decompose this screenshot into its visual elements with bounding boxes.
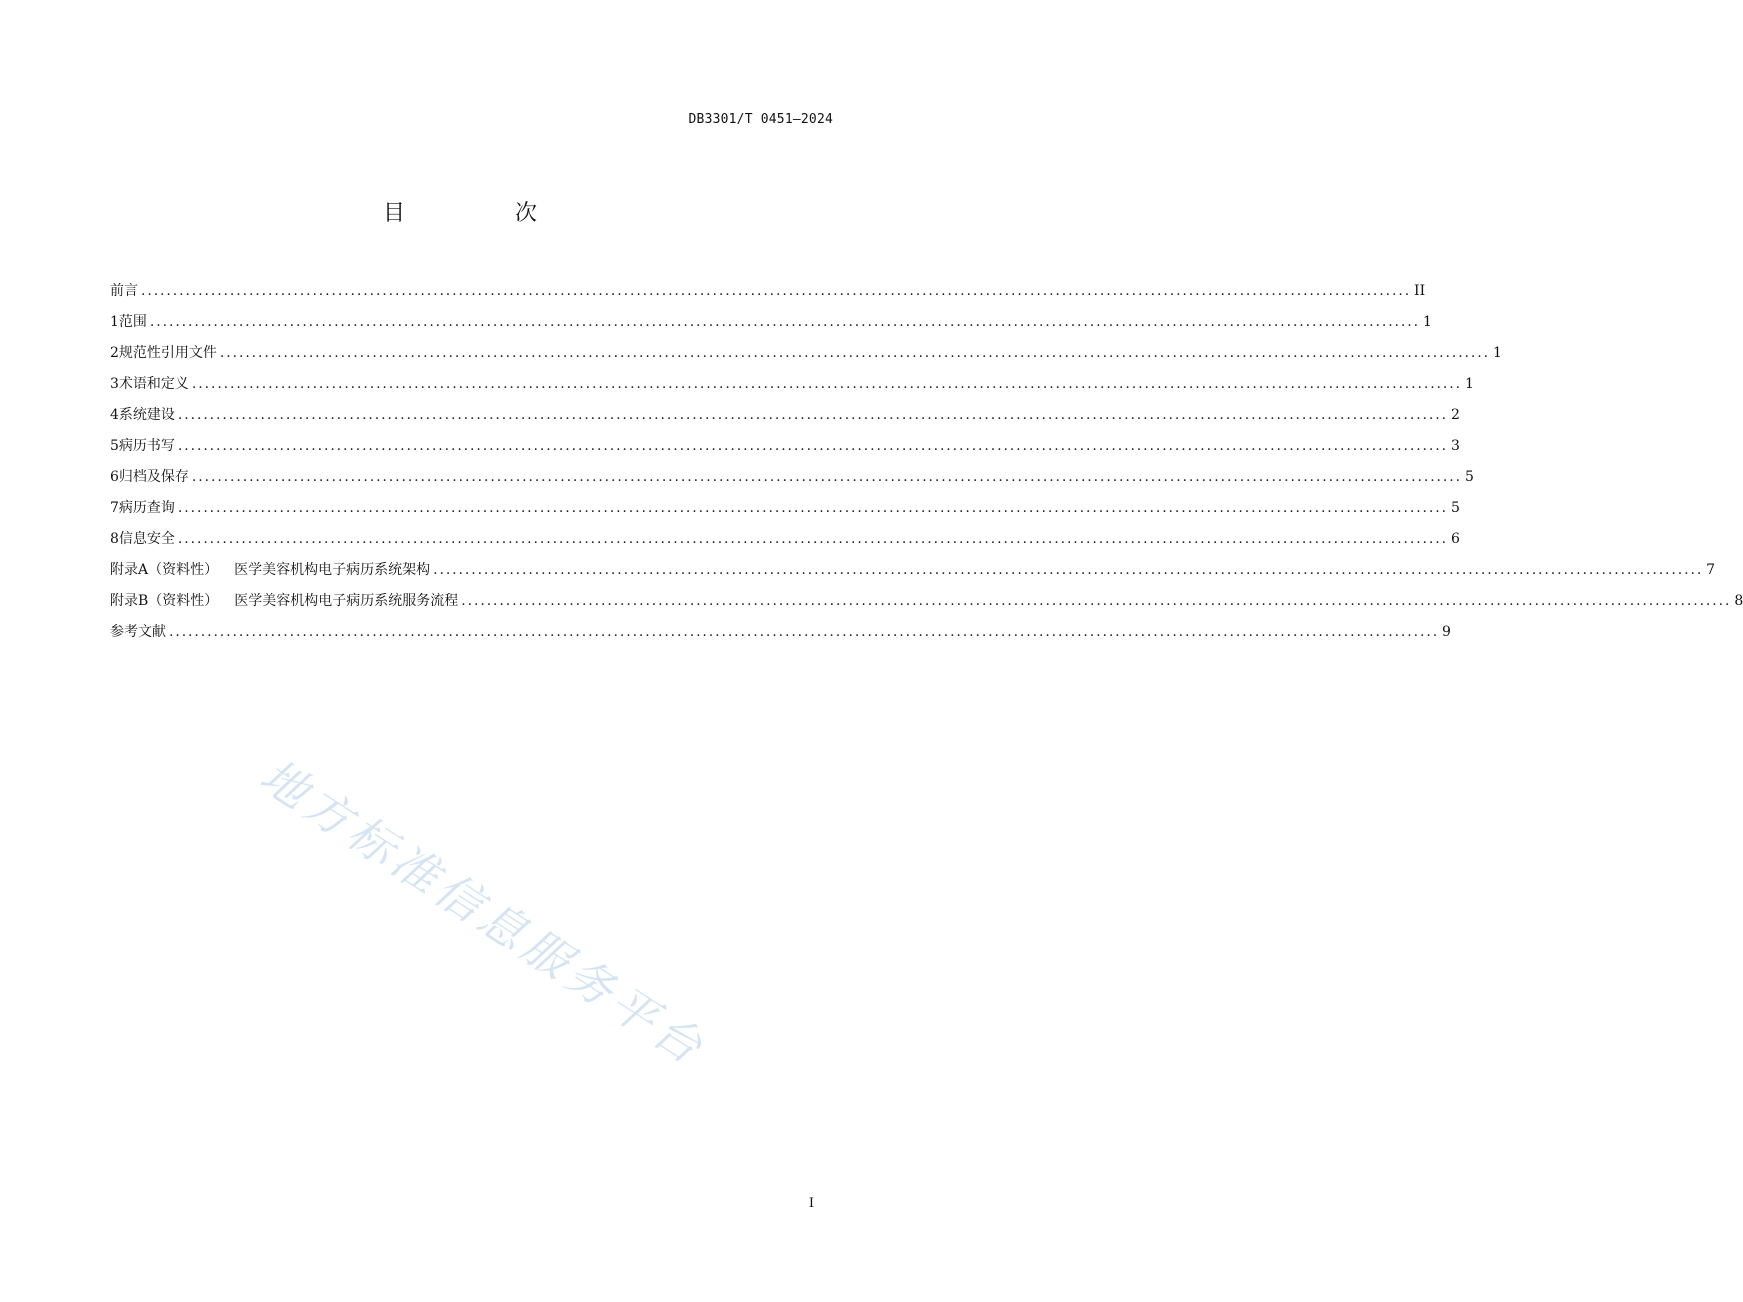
- toc-dot-leader: ........................................................................................................................................................................................................: [177, 500, 1448, 516]
- toc-dot-leader: ........................................................................................................................................................................................................: [177, 531, 1448, 547]
- toc-section-number: 8: [110, 531, 119, 547]
- toc-entry-label: 规范性引用文件: [118, 345, 217, 361]
- appendix-designation: 附录B（资料性）: [110, 593, 219, 609]
- toc-section-number: 2: [110, 345, 119, 361]
- toc-entry-foreword[interactable]: [110, 280, 1426, 311]
- toc-section-number: 3: [110, 376, 119, 392]
- toc-page-number: 8: [1734, 593, 1743, 609]
- appendix-title: 医学美容机构电子病历系统服务流程: [234, 593, 459, 609]
- toc-page-number: 6: [1450, 531, 1460, 547]
- toc-entry-label: [110, 559, 430, 581]
- toc-dot-leader: ........................................................................................................................................................................................................: [141, 283, 1412, 299]
- document-code: DB3301/T 0451—2024: [688, 112, 833, 127]
- toc-page-number: 5: [1464, 469, 1474, 485]
- toc-page-number: 9: [1442, 624, 1451, 640]
- toc-page-number: II: [1414, 283, 1426, 299]
- toc-entry-label: 系统建设: [118, 407, 175, 423]
- toc-page-number: 2: [1450, 407, 1460, 423]
- table-of-contents: [110, 280, 1743, 652]
- toc-entry-archiving-storage[interactable]: [110, 466, 1474, 497]
- toc-entry-terms-definitions[interactable]: [110, 373, 1474, 404]
- toc-entry-scope[interactable]: [110, 311, 1432, 342]
- toc-entry-record-writing[interactable]: [110, 435, 1460, 466]
- toc-entry-label: [110, 590, 458, 612]
- toc-dot-leader: ........................................................................................................................................................................................................: [177, 438, 1448, 454]
- toc-entry-appendix-b[interactable]: [110, 590, 1743, 621]
- toc-page-number: 1: [1492, 345, 1502, 361]
- toc-entry-label: 归档及保存: [118, 469, 189, 485]
- toc-entry-label: 病历查询: [118, 500, 175, 516]
- toc-page-number: 1: [1464, 376, 1474, 392]
- toc-entry-normative-references[interactable]: [110, 342, 1502, 373]
- appendix-title: 医学美容机构电子病历系统架构: [234, 562, 431, 578]
- toc-page-number: 1: [1422, 314, 1432, 330]
- toc-page-number: 3: [1450, 438, 1460, 454]
- page-title: 目 次: [382, 201, 581, 226]
- appendix-designation: 附录A（资料性）: [110, 562, 219, 578]
- toc-dot-leader: ........................................................................................................................................................................................................: [191, 376, 1462, 392]
- toc-entry-label: 前言: [110, 283, 138, 299]
- toc-dot-leader: ........................................................................................................................................................................................................: [149, 314, 1420, 330]
- toc-dot-leader: ........................................................................................................................................................................................................: [219, 345, 1490, 361]
- toc-section-number: 4: [110, 407, 119, 423]
- toc-entry-system-construction[interactable]: [110, 404, 1460, 435]
- toc-dot-leader: ........................................................................................................................................................................................................: [191, 469, 1462, 485]
- toc-entry-record-query[interactable]: [110, 497, 1460, 528]
- toc-dot-leader: ........................................................................................................................................................................................................: [461, 593, 1732, 609]
- toc-section-number: 7: [110, 500, 119, 516]
- toc-entry-label: 病历书写: [118, 438, 175, 454]
- toc-entry-label: 参考文献: [110, 624, 166, 640]
- toc-dot-leader: ........................................................................................................................................................................................................: [169, 624, 1440, 640]
- toc-page-number: 5: [1450, 500, 1460, 516]
- toc-entry-label: 范围: [118, 314, 147, 330]
- toc-dot-leader: ........................................................................................................................................................................................................: [433, 562, 1704, 578]
- toc-entry-appendix-a[interactable]: [110, 559, 1716, 590]
- toc-entry-bibliography[interactable]: [110, 621, 1451, 652]
- toc-section-number: 6: [110, 469, 119, 485]
- toc-entry-label: 信息安全: [118, 531, 175, 547]
- toc-page-number: 7: [1706, 562, 1716, 578]
- toc-entry-label: 术语和定义: [118, 376, 189, 392]
- toc-entry-information-security[interactable]: [110, 528, 1460, 559]
- toc-dot-leader: ........................................................................................................................................................................................................: [177, 407, 1448, 423]
- toc-section-number: 5: [110, 438, 119, 454]
- watermark: 地方标准信息服务平台: [250, 748, 717, 1077]
- page-number: I: [808, 1196, 814, 1211]
- toc-section-number: 1: [110, 314, 119, 330]
